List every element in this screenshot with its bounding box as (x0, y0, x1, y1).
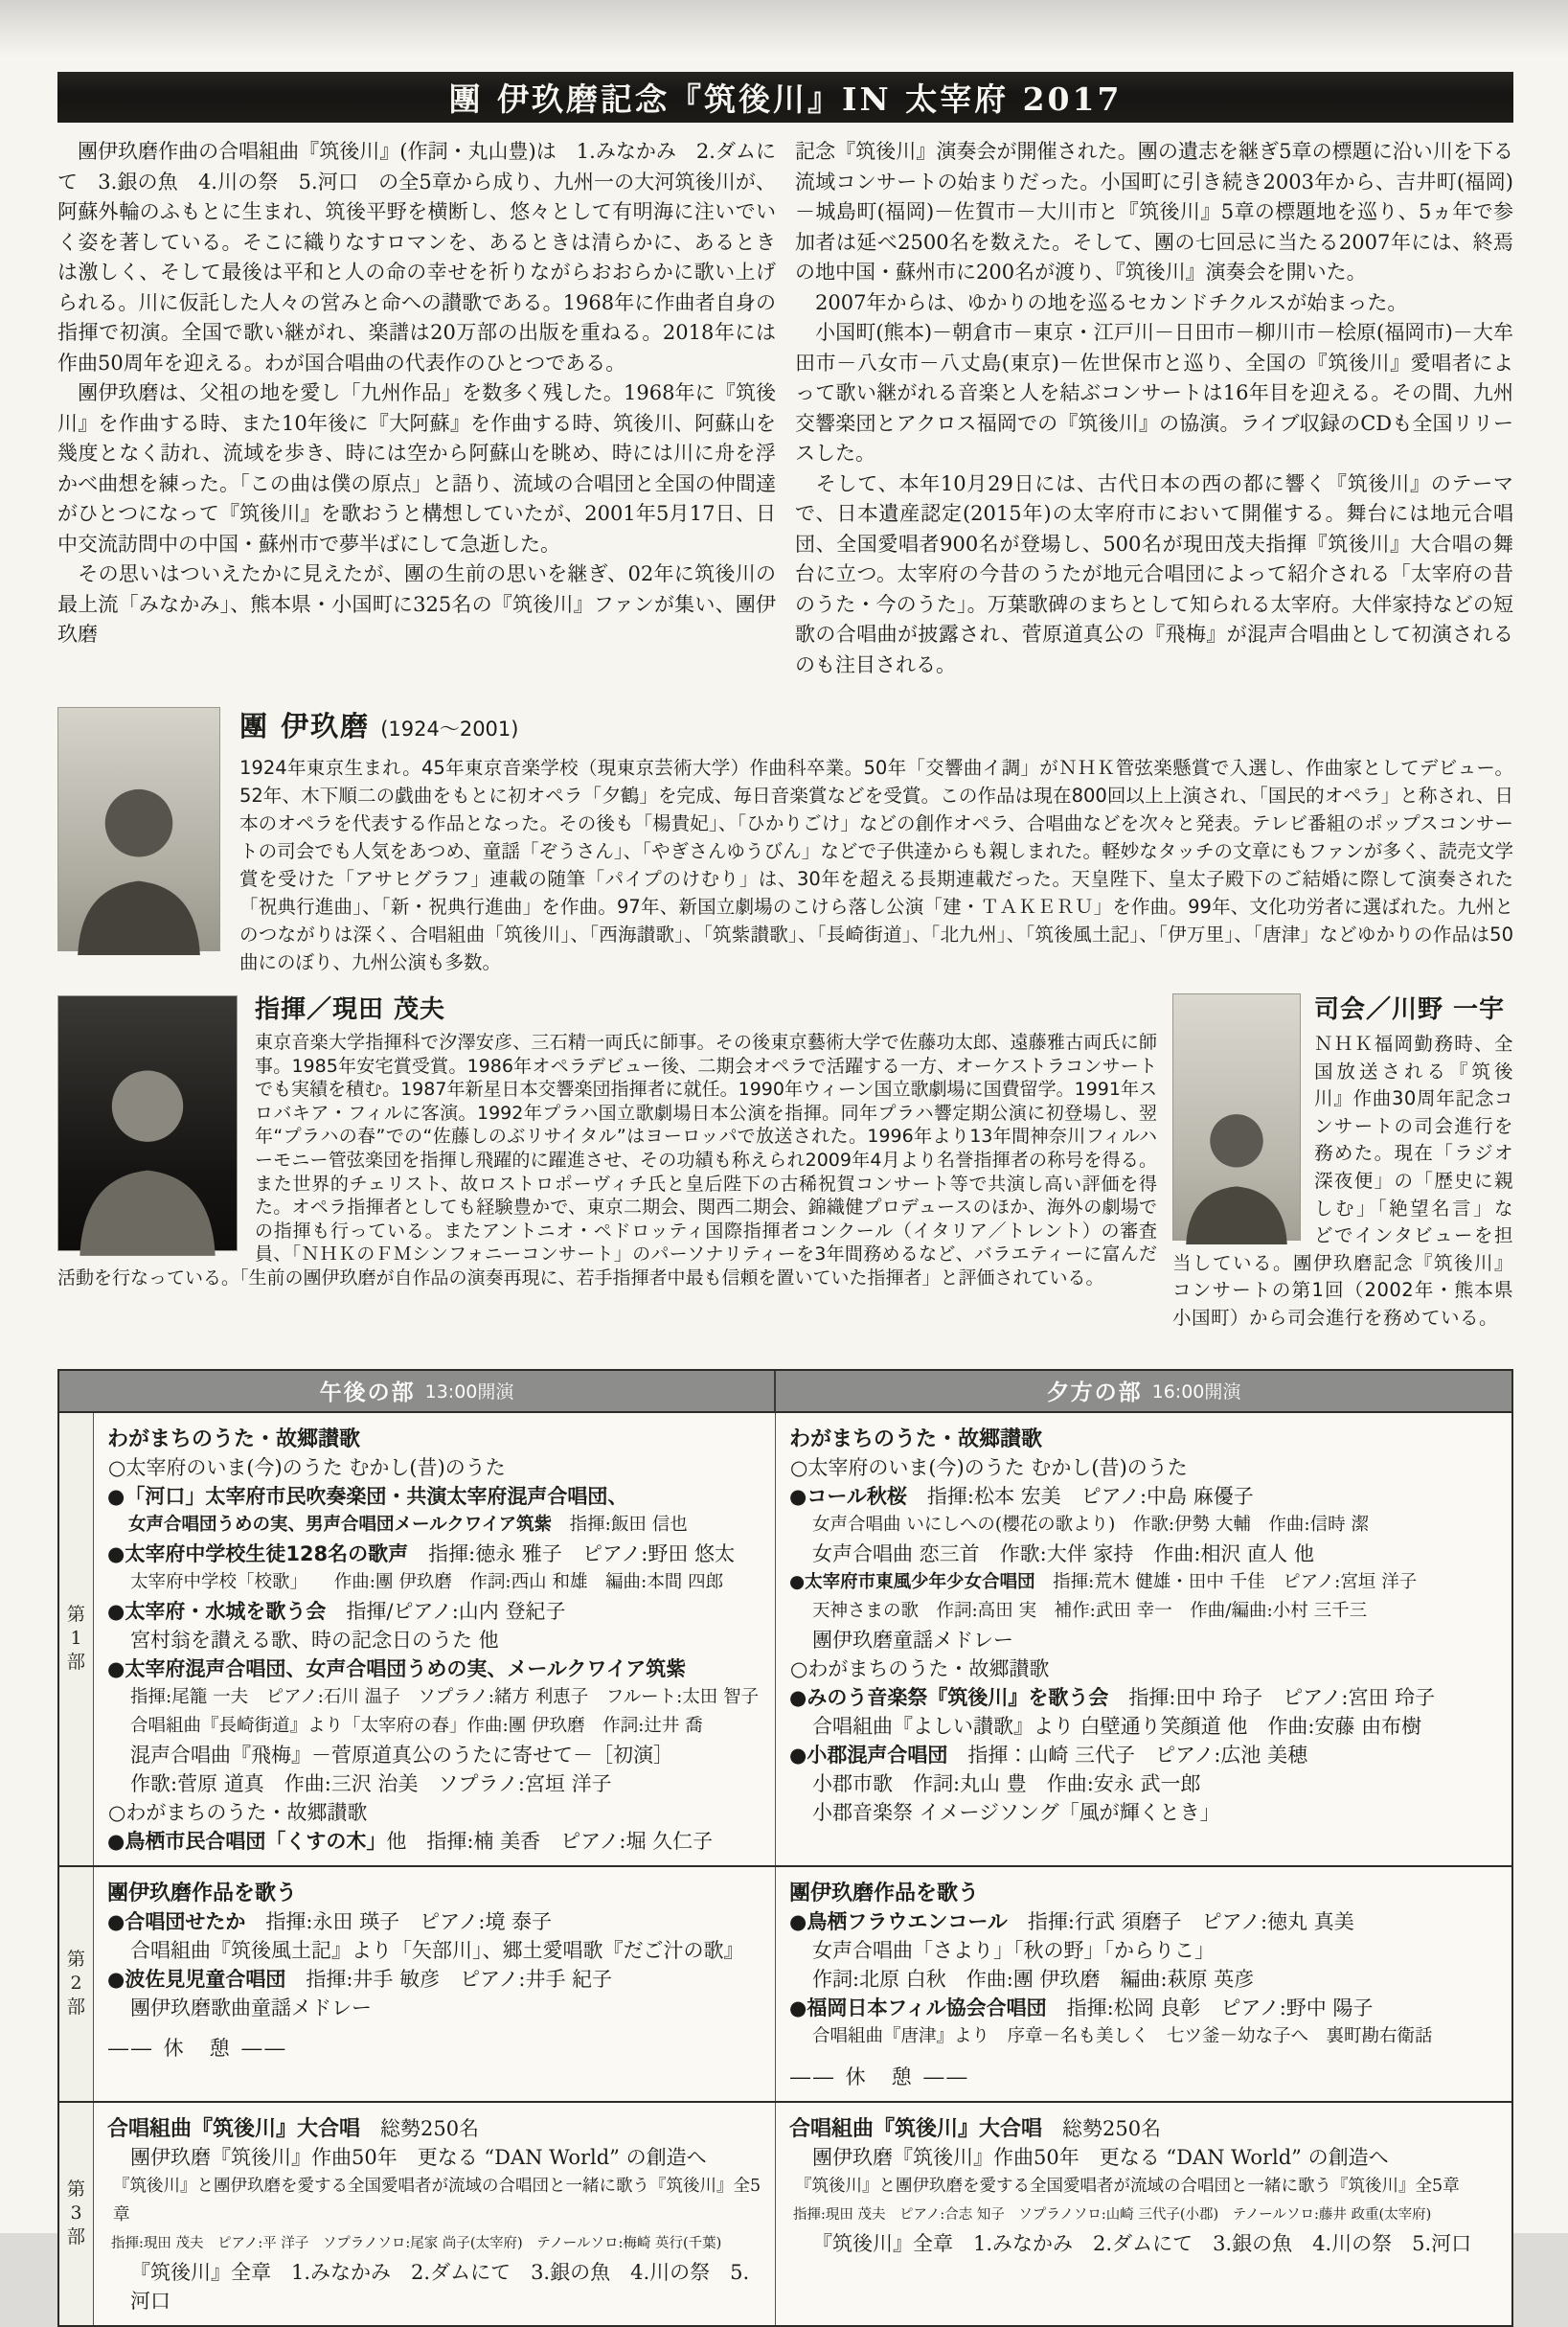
program-line (107, 1712, 763, 1741)
program-line-group-name: ●「河口」太宰府市民吹奏楽団・共演太宰府混声合唱団、 (107, 1484, 628, 1508)
intro-paragraph: その思いはついえたかに見えたが、團の生前の思いを継ぎ、02年に筑後川の最上流「みなかみ」、熊本県・小国町に325名の『筑後川』ファンが集い、團伊玖磨 (57, 562, 776, 646)
program-line-group-name: 團伊玖磨作品を歌う (789, 1880, 980, 1905)
program-line-detail: 團伊玖磨歌曲童謡メドレー (130, 1996, 372, 2019)
program-row-part2 (59, 1867, 1511, 2103)
program-line-group-name: わがまちのうた・故郷讃歌 (789, 1426, 1043, 1451)
dan-name: 團 伊玖磨 (239, 710, 371, 742)
program-line (789, 1425, 1500, 1453)
program-line-detail: 合唱組曲『筑後風土記』より「矢部川」、郷土愛唱歌『だご汁の歌』 (130, 1938, 744, 1962)
program-line-group-name: ●鳥栖フラウエンコール (789, 1909, 1008, 1933)
intro-paragraph: 記念『筑後川』演奏会が開催された。團の遺志を継ぎ5章の標題に沿い川を下る流域コンサートの始まりだった。小国町に引き続き2003年から、吉井町(福岡)－城島町(福岡)－佐賀市－大川市と『筑後川』5章の標題地を巡り、5ヵ年で参加者は延べ2500名を数えた。そして、團の七回忌に当たる2007年には、終焉の地中国・蘇州市に200名が渡り、『筑後川』演奏会を開いた。 (795, 140, 1513, 284)
program-line-detail: 合唱組曲『長崎街道』より「太宰府の春」作曲:團 伊玖磨 作詞:辻井 喬 (130, 1715, 703, 1736)
program-line (789, 1769, 1500, 1798)
dan-bio-header (57, 703, 1513, 744)
program-line-detail: ―― 休 憩 ―― (108, 2036, 288, 2060)
program-line-detail: ○わがまちのうた・故郷讃歌 (108, 1800, 368, 1824)
program-line-detail: 『筑後川』と團伊玖磨を愛する全国愛唱者が流域の合唱団と一緒に歌う『筑後川』全5章 (795, 2176, 1460, 2196)
program-line (107, 2172, 763, 2229)
program-line (107, 1907, 763, 1936)
part-label-char: 部 (66, 1996, 85, 2019)
program-line-detail: 指揮:松岡 良彰 ピアノ:野中 陽子 (1046, 1996, 1374, 2019)
program-line-detail: 小郡音楽祭 イメージソング「風が輝くとき」 (812, 1800, 1220, 1824)
afternoon-start-time: 13:00開演 (424, 1381, 514, 1403)
program-line-group-name: 合唱組曲『筑後川』大合唱 (789, 2115, 1043, 2141)
intro-section (57, 137, 1513, 680)
page-title: 團 伊玖磨記念『筑後川』IN 太宰府 2017 (448, 80, 1123, 118)
program-line-detail: 『筑後川』全章 1.みなかみ 2.ダムにて 3.銀の魚 4.川の祭 5.河口 (812, 2231, 1472, 2255)
program-line (789, 2063, 1500, 2091)
program-line (107, 2229, 763, 2258)
part1-afternoon-cell (94, 1413, 776, 1865)
program-line-group-name: ●福岡日本フィル協会合唱団 (789, 1996, 1047, 2019)
program-line-group-name: ●小郡混声合唱団 (789, 1743, 948, 1767)
program-line-group-name: 合唱組曲『筑後川』大合唱 (107, 2115, 361, 2141)
program-line (789, 1994, 1500, 2022)
program-line-detail: ―― 休 憩 ―― (790, 2065, 970, 2088)
program-line-detail: 作詞:北原 白秋 作曲:團 伊玖磨 編曲:萩原 英彦 (812, 1967, 1255, 1991)
dan-ikuma-photo (57, 707, 220, 951)
part3-evening-cell (776, 2103, 1511, 2325)
program-table (57, 1369, 1513, 2327)
program-line-detail: 指揮:井手 敏彦 ピアノ:井手 紀子 (285, 1967, 613, 1991)
program-line (789, 2201, 1500, 2229)
people-section (57, 990, 1513, 1333)
program-line (107, 1568, 763, 1597)
program-line (107, 2258, 763, 2316)
mc-title: 司会／川野 一宇 (1314, 995, 1506, 1024)
evening-header-label: 夕方の部 (1046, 1380, 1143, 1406)
program-line-detail: 指揮:徳永 雅子 ピアノ:野田 悠太 (408, 1541, 735, 1565)
program-line (789, 1654, 1500, 1683)
program-line-detail: 指揮:飯田 信也 (552, 1514, 688, 1535)
program-line-detail: 女声合唱曲「さより」「秋の野」「からりこ」 (812, 1938, 1215, 1962)
program-line (107, 1425, 763, 1453)
program-line (789, 1683, 1500, 1712)
program-line (789, 2022, 1500, 2051)
program-line-group-name: ●鳥栖市民合唱団「くすの木」 (107, 1829, 387, 1853)
intro-paragraph: そして、本年10月29日には、古代日本の西の都に響く『筑後川』のテーマで、日本遺産認定(2015年)の太宰府市において開催する。舞台には地元合唱団、全国愛唱者900名が登場し、500名が現田茂夫指揮『筑後川』大合唱の舞台に立つ。太宰府の今昔のうたが地元合唱団によって紹介される「太宰府の昔のうた・今のうた」。万葉歌碑のまちとして知られる太宰府。大伴家持などの短歌の合唱曲が披露され、菅原道真公の『飛梅』が混声合唱曲として初演されるのも注目される。 (795, 471, 1513, 676)
program-line-group-name: 團伊玖磨作品を歌う (107, 1880, 298, 1905)
program-line (789, 1626, 1500, 1654)
dan-bio-text: 1924年東京生まれ。45年東京音楽学校（現東京芸術大学）作曲科卒業。50年「交響曲イ調」がＮＨＫ管弦楽懸賞で入選し、作曲家としてデビュー。52年、木下順二の戯曲をもとに初オペラ「夕鶴」を完成、毎日音楽賞などを受賞。この作品は現在800回以上上演され、「国民的オペラ」と称され、日本のオペラを代表する作品となった。その後も「楊貴妃」、「ひかりごけ」などの創作オペラ、合唱曲などを次々と発表。テレビ番組のポップスコンサートの司会でも人気をあつめ、童謡「ぞうさん」、「やぎさんゆうびん」などで子供達からも親しまれた。軽妙なタッチの文章にもファンが多く、読売文学賞を受けた「アサヒグラフ」連載の随筆「パイプのけむり」は、30年を超える長期連載だった。天皇陛下、皇太子殿下のご結婚に際して演奏された「祝典行進曲」、「新・祝典行進曲」を作曲。97年、新国立劇場のこけら落し公演「建・ＴＡＫＥＲＵ」を作曲。99年、文化功労者に選ばれた。九州とのつながりは深く、合唱組曲「筑後川」、「西海讃歌」、「筑紫讃歌」、「長崎街道」、「北九州」、「筑後風土記」、「伊万里」、「唐津」などゆかりの作品は50曲にのぼり、九州公演も多数。 (239, 757, 1513, 973)
program-line (107, 1453, 763, 1482)
program-line (107, 1965, 763, 1994)
program-line-detail: 團伊玖磨『筑後川』作曲50年 更なる “DAN World” の創造へ (812, 2145, 1389, 2169)
program-line-detail: ○太宰府のいま(今)のうた むかし(昔)のうた (108, 1455, 506, 1479)
program-line (789, 1597, 1500, 1626)
program-line (107, 1798, 763, 1827)
afternoon-header-cell (59, 1371, 776, 1411)
program-line-group-name: わがまちのうた・故郷讃歌 (107, 1426, 361, 1451)
program-line-detail: 天神さまの歌 作詞:高田 実 補作:武田 幸一 作曲/編曲:小村 三千三 (812, 1600, 1368, 1621)
part1-evening-cell (776, 1413, 1511, 1865)
program-line-detail: 指揮:現田 茂夫 ピアノ:平 洋子 ソプラノソロ:尾家 尚子(太宰府) テノールソロ:梅崎 英行(千葉) (111, 2235, 722, 2251)
part2-afternoon-cell (94, 1867, 776, 2101)
program-line-detail: 指揮：山崎 三代子 ピアノ:広池 美穂 (947, 1743, 1308, 1767)
program-line-detail: 合唱組曲『唐津』より 序章－名も美しく 七ツ釜－幼な子へ 裏町勘右衛話 (812, 2025, 1433, 2046)
program-line-group-name: ●太宰府混声合唱団、女声合唱団うめの実、メールクワイア筑紫 (107, 1656, 687, 1680)
program-line (107, 1597, 763, 1626)
program-line (789, 1907, 1500, 1936)
program-line-detail: 小郡市歌 作詞:丸山 豊 作曲:安永 武一郎 (812, 1771, 1201, 1795)
program-line-detail: 他 指揮:楠 美香 ピアノ:堀 久仁子 (386, 1829, 714, 1853)
program-line (107, 2143, 763, 2172)
mc-section (1172, 990, 1513, 1333)
program-line (789, 1482, 1500, 1511)
program-line-detail: 指揮:尾籠 一夫 ピアノ:石川 温子 ソプラノ:緒方 利恵子 フルート:太田 智子 (130, 1686, 760, 1707)
portrait-silhouette-icon (58, 1038, 237, 1252)
program-line (107, 1879, 763, 1907)
program-line-detail: 総勢250名 (360, 2116, 480, 2140)
program-row-part1 (59, 1413, 1511, 1867)
program-line-detail: 指揮:荒木 健雄・田中 千佳 ピアノ:宮垣 洋子 (1034, 1571, 1418, 1592)
program-line (107, 1482, 763, 1511)
evening-header-cell (776, 1371, 1511, 1411)
program-line (789, 1540, 1500, 1568)
program-line (107, 1540, 763, 1568)
program-line (107, 1936, 763, 1965)
program-line-group-name: ●太宰府中学校生徒128名の歌声 (107, 1541, 409, 1565)
program-row-part3 (59, 2103, 1511, 2325)
program-line-detail: 團伊玖磨『筑後川』作曲50年 更なる “DAN World” の創造へ (130, 2145, 707, 2169)
program-line (107, 2114, 763, 2143)
program-line (789, 1568, 1500, 1597)
program-line (107, 1769, 763, 1798)
program-line (107, 1626, 763, 1654)
intro-left-column (57, 137, 776, 680)
evening-start-time: 16:00開演 (1151, 1381, 1241, 1403)
program-line-detail: 指揮:松本 宏美 ピアノ:中島 麻優子 (906, 1484, 1254, 1508)
part3-label (59, 2103, 94, 2325)
program-line (789, 2229, 1500, 2258)
part-label-char: 第 (66, 1949, 85, 1971)
program-line-detail: 指揮:現田 茂夫 ピアノ:合志 知子 ソプラノソロ:山崎 三代子(小郡) テノールソロ:藤井 政重(太宰府) (793, 2206, 1432, 2223)
program-line-detail: 團伊玖磨童謡メドレー (812, 1628, 1013, 1652)
intro-paragraph: 小国町(熊本)－朝倉市－東京・江戸川－日田市－柳川市－桧原(福岡市)－大牟田市－八女市－八丈島(東京)－佐世保市と巡り、全国の『筑後川』愛唱者によって歌い継がれる音楽と人を結ぶコンサートは16年目を迎える。その間、九州交響楽団とアクロス福岡での『筑後川』の協演。ライブ収録のCDも全国リリースした。 (795, 321, 1513, 465)
program-line-detail: 太宰府中学校「校歌」 作曲:團 伊玖磨 作詞:西山 和雄 編曲:本間 四郎 (130, 1571, 724, 1592)
part-label-char: 第 (66, 1604, 85, 1626)
program-line (789, 2172, 1500, 2201)
program-line-detail: 総勢250名 (1042, 2116, 1162, 2140)
program-line-group-name: ●コール秋桜 (789, 1484, 907, 1508)
program-line (789, 2143, 1500, 2172)
program-line (789, 1798, 1500, 1827)
program-line (107, 2034, 763, 2063)
program-line (789, 1879, 1500, 1907)
conductor-photo (57, 995, 238, 1251)
part-label-char: 第 (66, 2179, 85, 2201)
conductor-section (57, 990, 1157, 1333)
program-line-group-name: 女声合唱団うめの実、男声合唱団メールクワイア筑紫 (128, 1514, 553, 1535)
part1-label (59, 1413, 94, 1865)
program-line (789, 1712, 1500, 1741)
program-line-detail: ○わがまちのうた・故郷讃歌 (790, 1656, 1050, 1680)
program-line (789, 1965, 1500, 1994)
program-line-group-name: ●太宰府市東風少年少女合唱団 (789, 1571, 1035, 1592)
intro-paragraph: 2007年からは、ゆかりの地を巡るセカンドチクルスが始まった。 (795, 290, 1408, 314)
part2-label (59, 1867, 94, 2101)
dan-bio-section (57, 703, 1513, 976)
program-line-detail: 『筑後川』全章 1.みなかみ 2.ダムにて 3.銀の魚 4.川の祭 5.河口 (130, 2260, 750, 2313)
portrait-silhouette-icon (1173, 1090, 1300, 1242)
program-line (789, 1936, 1500, 1965)
part-label-char: 部 (66, 2226, 85, 2248)
program-line (789, 1511, 1500, 1540)
program-line-group-name: ●合唱団せたか (107, 1909, 246, 1933)
afternoon-header-label: 午後の部 (319, 1380, 416, 1406)
part-label-char: 部 (66, 1652, 85, 1674)
part3-afternoon-cell (94, 2103, 776, 2325)
program-line-detail: 指揮:行武 須磨子 ピアノ:徳丸 真美 (1007, 1909, 1354, 1933)
dan-years: (1924〜2001) (380, 718, 519, 741)
program-line-detail: 女声合唱曲 いにしへの(櫻花の歌より) 作歌:伊勢 大輔 作曲:信時 潔 (812, 1514, 1370, 1535)
portrait-silhouette-icon (58, 759, 219, 952)
mc-bio-text: ＮＨＫ福岡勤務時、全国放送される『筑後川』作曲30周年記念コンサートの司会進行を務めた。現在「ラジオ深夜便」の「歴史に親しむ」「絶望名言」などでインタビューを担当している。團伊玖磨記念『筑後川』コンサートの第1回（2002年・熊本県小国町）から司会進行を務めている。 (1172, 1033, 1513, 1329)
program-line (107, 1511, 763, 1540)
program-line-detail: 混声合唱曲『飛梅』－菅原道真公のうたに寄せて－［初演］ (130, 1743, 673, 1767)
part-label-char: 3 (70, 2202, 82, 2224)
intro-paragraph: 團伊玖磨は、父祖の地を愛し「九州作品」を数多く残した。1968年に『筑後川』を作曲する時、また10年後に『大阿蘇』を作曲する時、筑後川、阿蘇山を幾度となく訪れ、流域を歩き、時には空から阿蘇山を眺め、時には川に舟を浮かべ曲想を練った。「この曲は僕の原点」と語り、流域の合唱団と全国の仲間達がひとつになって『筑後川』を歌おうと構想していたが、2001年5月17日、日中交流訪問中の中国・蘇州市で夢半ばにして急逝した。 (57, 381, 776, 556)
part-label-char: 1 (70, 1628, 82, 1650)
program-line-detail: 『筑後川』と團伊玖磨を愛する全国愛唱者が流域の合唱団と一緒に歌う『筑後川』全5章 (113, 2176, 761, 2224)
program-line-detail: 指揮:田中 玲子 ピアノ:宮田 玲子 (1108, 1685, 1436, 1709)
program-line (789, 1741, 1500, 1769)
program-line (107, 1683, 763, 1712)
intro-paragraph: 團伊玖磨作曲の合唱組曲『筑後川』(作詞・丸山豊)は 1.みなかみ 2.ダムにて 3.銀の魚 4.川の祭 5.河口 の全5章から成り、九州一の大河筑後川が、阿蘇外輪のふもとに生まれ、筑後平野を横断し、悠々として有明海に注いでいく姿を著している。そこに織りなすロマンを、あるときは清らかに、あるときは激しく、そして最後は平和と人の命の幸せを祈りながらおおらかに歌い上げられる。川に仮託した人々の営みと命への讃歌である。1968年に作曲者自身の指揮で初演。全国で歌い継がれ、楽譜は20万部の出版を重ねる。2018年には作曲50周年を迎える。わが国合唱曲の代表作のひとつである。 (57, 140, 776, 375)
intro-right-column (795, 137, 1513, 680)
program-line (789, 1453, 1500, 1482)
program-line-detail: 宮村翁を讃える歌、時の記念日のうた 他 (130, 1628, 499, 1652)
conductor-title: 指揮／現田 茂夫 (255, 995, 446, 1024)
program-header-row (59, 1371, 1511, 1413)
conductor-bio-text: 東京音楽大学指揮科で汐澤安彦、三石精一両氏に師事。その後東京藝術大学で佐藤功太郎、遠藤雅古両氏に師事。1985年安宅賞受賞。1986年オペラデビュー後、二期会オペラで活躍する一方、オーケストラコンサートでも実績を積む。1987年新星日本交響楽団指揮者に就任。1990年ウィーン国立歌劇場に国費留学。1991年スロバキア・フィルに客演。1992年プラハ国立歌劇場日本公演を指揮。同年プラハ響定期公演に初登場し、翌年“プラハの春”での“佐藤しのぶリサイタル”はヨーロッパで放送された。1996年より13年間神奈川フィルハーモニー管弦楽団を指揮し飛躍的に躍進させ、その功績も称えられ2009年4月より名誉指揮者の称号を得る。また世界的チェリスト、故ロストロポーヴィチ氏と皇后陛下の古稀祝賀コンサート等で共演し高い評価を得た。オペラ指揮者としても経験豊かで、東京二期会、関西二期会、錦織健プロデュースのほか、海外の劇場での指揮も行っている。またアントニオ・ペドロッティ国際指揮者コンクール（イタリア／トレント）の審査員、「ＮＨＫのＦＭシンフォニーコンサート」のパーソナリティーを3年間務めるなど、バラエティーに富んだ活動を行なっている。「生前の團伊玖磨が自作品の演奏再現に、若手指揮者中最も信頼を置いていた指揮者」と評価されている。 (57, 1032, 1157, 1289)
program-line (107, 1994, 763, 2022)
program-line (789, 2114, 1500, 2143)
title-banner (57, 72, 1513, 123)
program-line-detail: 指揮:永田 瑛子 ピアノ:境 泰子 (245, 1909, 553, 1933)
part2-evening-cell (776, 1867, 1511, 2101)
program-line (107, 1827, 763, 1856)
program-line-detail: 作歌:菅原 道真 作曲:三沢 治美 ソプラノ:宮垣 洋子 (130, 1771, 612, 1795)
program-line-group-name: ●太宰府・水城を歌う会 (107, 1599, 327, 1623)
mc-photo (1172, 993, 1301, 1241)
program-line-group-name: ●波佐見児童合唱団 (107, 1967, 286, 1991)
program-line-detail: ○太宰府のいま(今)のうた むかし(昔)のうた (790, 1455, 1188, 1479)
program-line-detail: 合唱組曲『よしい讃歌』より 白壁通り笑顔道 他 作曲:安藤 由布樹 (812, 1714, 1422, 1738)
program-line-detail: 女声合唱曲 恋三首 作歌:大伴 家持 作曲:相沢 直人 他 (812, 1541, 1314, 1565)
part-label-char: 2 (70, 1973, 82, 1995)
program-line-group-name: ●みのう音楽祭『筑後川』を歌う会 (789, 1685, 1109, 1709)
program-line-detail: 指揮/ピアノ:山内 登紀子 (326, 1599, 566, 1623)
program-line (107, 1741, 763, 1769)
program-line (107, 1654, 763, 1683)
